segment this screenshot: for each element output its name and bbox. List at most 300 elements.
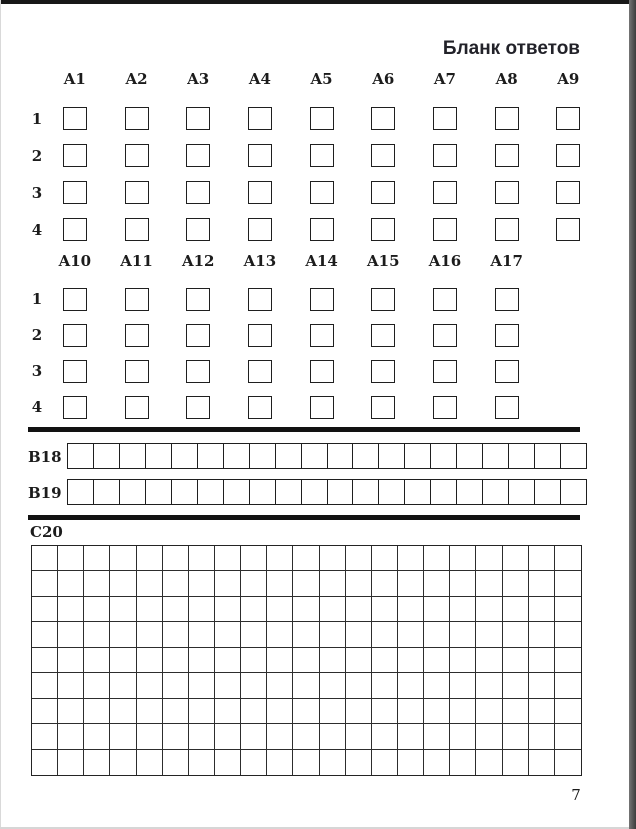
c20-cell[interactable] bbox=[215, 546, 241, 571]
c20-cell[interactable] bbox=[137, 673, 163, 698]
answer-checkbox-a8-1[interactable] bbox=[495, 107, 519, 130]
c20-cell[interactable] bbox=[84, 648, 110, 673]
answer-checkbox-a11-2[interactable] bbox=[125, 324, 149, 347]
c20-cell[interactable] bbox=[32, 750, 58, 775]
c20-cell[interactable] bbox=[110, 750, 136, 775]
c20-cell[interactable] bbox=[241, 546, 267, 571]
answer-checkbox-a2-4[interactable] bbox=[125, 218, 149, 241]
c20-cell[interactable] bbox=[346, 673, 372, 698]
c20-cell[interactable] bbox=[450, 571, 476, 596]
c20-cell[interactable] bbox=[267, 648, 293, 673]
c20-cell[interactable] bbox=[424, 673, 450, 698]
c20-cell[interactable] bbox=[372, 648, 398, 673]
answer-checkbox-a11-3[interactable] bbox=[125, 360, 149, 383]
c20-cell[interactable] bbox=[372, 546, 398, 571]
c20-cell[interactable] bbox=[346, 648, 372, 673]
c20-cell[interactable] bbox=[215, 648, 241, 673]
answer-checkbox-a15-2[interactable] bbox=[371, 324, 395, 347]
b18-cell[interactable] bbox=[561, 444, 586, 468]
answer-checkbox-a14-4[interactable] bbox=[310, 396, 334, 419]
c20-cell[interactable] bbox=[320, 724, 346, 749]
c20-cell[interactable] bbox=[398, 622, 424, 647]
c20-cell[interactable] bbox=[267, 673, 293, 698]
b19-cell[interactable] bbox=[172, 480, 198, 504]
answer-checkbox-a7-3[interactable] bbox=[433, 181, 457, 204]
c20-cell[interactable] bbox=[424, 648, 450, 673]
answer-checkbox-a13-3[interactable] bbox=[248, 360, 272, 383]
c20-cell[interactable] bbox=[58, 571, 84, 596]
b18-cell[interactable] bbox=[94, 444, 120, 468]
c20-cell[interactable] bbox=[189, 724, 215, 749]
answer-checkbox-a5-2[interactable] bbox=[310, 144, 334, 167]
c20-cell[interactable] bbox=[529, 673, 555, 698]
answer-checkbox-a17-4[interactable] bbox=[495, 396, 519, 419]
answer-checkbox-a11-1[interactable] bbox=[125, 288, 149, 311]
c20-cell[interactable] bbox=[137, 546, 163, 571]
c20-cell[interactable] bbox=[346, 622, 372, 647]
c20-cell[interactable] bbox=[110, 648, 136, 673]
b18-cell[interactable] bbox=[302, 444, 328, 468]
c20-cell[interactable] bbox=[293, 673, 319, 698]
c20-cell[interactable] bbox=[372, 673, 398, 698]
answer-checkbox-a14-2[interactable] bbox=[310, 324, 334, 347]
b19-cell[interactable] bbox=[198, 480, 224, 504]
c20-cell[interactable] bbox=[163, 546, 189, 571]
c20-cell[interactable] bbox=[320, 571, 346, 596]
b19-cell[interactable] bbox=[405, 480, 431, 504]
answer-checkbox-a12-2[interactable] bbox=[186, 324, 210, 347]
c20-cell[interactable] bbox=[450, 546, 476, 571]
b19-cell[interactable] bbox=[94, 480, 120, 504]
b19-cell[interactable] bbox=[483, 480, 509, 504]
c20-cell[interactable] bbox=[137, 750, 163, 775]
c20-cell[interactable] bbox=[32, 546, 58, 571]
b18-cell[interactable] bbox=[353, 444, 379, 468]
answer-checkbox-a1-3[interactable] bbox=[63, 181, 87, 204]
c20-cell[interactable] bbox=[372, 597, 398, 622]
c20-cell[interactable] bbox=[372, 724, 398, 749]
b19-cell[interactable] bbox=[250, 480, 276, 504]
c20-cell[interactable] bbox=[450, 597, 476, 622]
c20-cell[interactable] bbox=[503, 546, 529, 571]
c20-cell[interactable] bbox=[398, 724, 424, 749]
c20-cell[interactable] bbox=[346, 546, 372, 571]
answer-checkbox-a14-3[interactable] bbox=[310, 360, 334, 383]
answer-checkbox-a1-1[interactable] bbox=[63, 107, 87, 130]
answer-checkbox-a9-1[interactable] bbox=[556, 107, 580, 130]
c20-cell[interactable] bbox=[424, 622, 450, 647]
b19-cell[interactable] bbox=[224, 480, 250, 504]
b18-cell[interactable] bbox=[535, 444, 561, 468]
c20-cell[interactable] bbox=[215, 597, 241, 622]
c20-cell[interactable] bbox=[189, 597, 215, 622]
c20-cell[interactable] bbox=[32, 648, 58, 673]
b19-cell[interactable] bbox=[328, 480, 354, 504]
c20-cell[interactable] bbox=[293, 699, 319, 724]
c20-cell[interactable] bbox=[110, 673, 136, 698]
checkbox-cell bbox=[291, 107, 353, 144]
c20-cell[interactable] bbox=[503, 597, 529, 622]
answer-checkbox-a14-1[interactable] bbox=[310, 288, 334, 311]
c20-cell[interactable] bbox=[555, 622, 581, 647]
c20-cell[interactable] bbox=[293, 622, 319, 647]
c20-cell[interactable] bbox=[346, 571, 372, 596]
c20-cell[interactable] bbox=[529, 571, 555, 596]
c20-cell[interactable] bbox=[555, 724, 581, 749]
answer-checkbox-a1-4[interactable] bbox=[63, 218, 87, 241]
c20-cell[interactable] bbox=[450, 673, 476, 698]
c20-cell[interactable] bbox=[476, 699, 502, 724]
b19-cell[interactable] bbox=[561, 480, 586, 504]
answer-checkbox-a15-3[interactable] bbox=[371, 360, 395, 383]
b19-cell[interactable] bbox=[457, 480, 483, 504]
c20-cell[interactable] bbox=[503, 622, 529, 647]
c20-cell[interactable] bbox=[84, 622, 110, 647]
b18-cell[interactable] bbox=[198, 444, 224, 468]
c20-cell[interactable] bbox=[320, 597, 346, 622]
answer-checkbox-a11-4[interactable] bbox=[125, 396, 149, 419]
c20-cell[interactable] bbox=[215, 571, 241, 596]
b18-cell[interactable] bbox=[379, 444, 405, 468]
c20-cell[interactable] bbox=[529, 648, 555, 673]
c20-cell[interactable] bbox=[476, 673, 502, 698]
answer-checkbox-a6-2[interactable] bbox=[371, 144, 395, 167]
c20-cell[interactable] bbox=[503, 571, 529, 596]
c20-cell[interactable] bbox=[163, 571, 189, 596]
answer-checkbox-a13-1[interactable] bbox=[248, 288, 272, 311]
c20-cell[interactable] bbox=[32, 673, 58, 698]
c20-cell[interactable] bbox=[555, 571, 581, 596]
c20-cell[interactable] bbox=[476, 750, 502, 775]
c20-cell[interactable] bbox=[555, 597, 581, 622]
b19-cell[interactable] bbox=[353, 480, 379, 504]
c20-cell[interactable] bbox=[267, 699, 293, 724]
c20-cell[interactable] bbox=[163, 648, 189, 673]
c20-cell[interactable] bbox=[424, 597, 450, 622]
c20-cell[interactable] bbox=[32, 597, 58, 622]
answer-checkbox-a3-1[interactable] bbox=[186, 107, 210, 130]
c20-cell[interactable] bbox=[555, 750, 581, 775]
c20-cell[interactable] bbox=[189, 673, 215, 698]
c20-cell[interactable] bbox=[293, 648, 319, 673]
b19-cell[interactable] bbox=[535, 480, 561, 504]
c20-cell[interactable] bbox=[58, 699, 84, 724]
c20-cell[interactable] bbox=[346, 699, 372, 724]
c20-cell[interactable] bbox=[189, 622, 215, 647]
c20-cell[interactable] bbox=[215, 724, 241, 749]
c20-cell[interactable] bbox=[398, 546, 424, 571]
c20-cell[interactable] bbox=[189, 571, 215, 596]
c20-cell[interactable] bbox=[267, 571, 293, 596]
c20-cell[interactable] bbox=[84, 597, 110, 622]
c20-cell[interactable] bbox=[398, 648, 424, 673]
answer-checkbox-a9-2[interactable] bbox=[556, 144, 580, 167]
c20-cell[interactable] bbox=[137, 622, 163, 647]
b18-cell[interactable] bbox=[483, 444, 509, 468]
c20-cell[interactable] bbox=[293, 571, 319, 596]
c20-cell[interactable] bbox=[267, 724, 293, 749]
c20-cell[interactable] bbox=[372, 571, 398, 596]
answer-checkbox-a4-2[interactable] bbox=[248, 144, 272, 167]
answer-checkbox-a7-1[interactable] bbox=[433, 107, 457, 130]
c20-cell[interactable] bbox=[450, 622, 476, 647]
c20-cell[interactable] bbox=[58, 673, 84, 698]
c20-cell[interactable] bbox=[58, 724, 84, 749]
c20-cell[interactable] bbox=[58, 648, 84, 673]
answer-checkbox-a15-1[interactable] bbox=[371, 288, 395, 311]
c20-cell[interactable] bbox=[372, 699, 398, 724]
c20-cell[interactable] bbox=[110, 571, 136, 596]
c20-cell[interactable] bbox=[320, 699, 346, 724]
b18-cell[interactable] bbox=[120, 444, 146, 468]
answer-checkbox-a7-2[interactable] bbox=[433, 144, 457, 167]
c20-cell[interactable] bbox=[424, 699, 450, 724]
b19-cell[interactable] bbox=[120, 480, 146, 504]
b18-cell[interactable] bbox=[68, 444, 94, 468]
answer-checkbox-a3-4[interactable] bbox=[186, 218, 210, 241]
b18-cell[interactable] bbox=[328, 444, 354, 468]
c20-cell[interactable] bbox=[241, 597, 267, 622]
answer-checkbox-a6-1[interactable] bbox=[371, 107, 395, 130]
c20-cell[interactable] bbox=[32, 622, 58, 647]
c20-cell[interactable] bbox=[163, 699, 189, 724]
b18-cell[interactable] bbox=[224, 444, 250, 468]
c20-cell[interactable] bbox=[555, 699, 581, 724]
answer-checkbox-a5-3[interactable] bbox=[310, 181, 334, 204]
answer-checkbox-a2-2[interactable] bbox=[125, 144, 149, 167]
answer-checkbox-a4-4[interactable] bbox=[248, 218, 272, 241]
c20-cell[interactable] bbox=[267, 750, 293, 775]
answer-checkbox-a10-3[interactable] bbox=[63, 360, 87, 383]
c20-cell[interactable] bbox=[110, 724, 136, 749]
answer-checkbox-a4-1[interactable] bbox=[248, 107, 272, 130]
c20-cell[interactable] bbox=[215, 673, 241, 698]
c20-cell[interactable] bbox=[398, 750, 424, 775]
c20-cell[interactable] bbox=[424, 571, 450, 596]
b18-cell[interactable] bbox=[509, 444, 535, 468]
c20-cell[interactable] bbox=[529, 724, 555, 749]
answer-checkbox-a12-3[interactable] bbox=[186, 360, 210, 383]
c20-cell[interactable] bbox=[503, 673, 529, 698]
c20-cell[interactable] bbox=[293, 597, 319, 622]
c20-cell[interactable] bbox=[163, 750, 189, 775]
c20-cell[interactable] bbox=[241, 571, 267, 596]
c20-cell[interactable] bbox=[293, 546, 319, 571]
answer-checkbox-a8-2[interactable] bbox=[495, 144, 519, 167]
answer-checkbox-a13-2[interactable] bbox=[248, 324, 272, 347]
c20-cell[interactable] bbox=[424, 724, 450, 749]
answer-checkbox-a10-1[interactable] bbox=[63, 288, 87, 311]
c20-cell[interactable] bbox=[32, 724, 58, 749]
answer-checkbox-a17-3[interactable] bbox=[495, 360, 519, 383]
b19-cell[interactable] bbox=[68, 480, 94, 504]
c20-cell[interactable] bbox=[529, 622, 555, 647]
answer-checkbox-a10-2[interactable] bbox=[63, 324, 87, 347]
b19-cell[interactable] bbox=[431, 480, 457, 504]
c20-cell[interactable] bbox=[476, 622, 502, 647]
c20-cell[interactable] bbox=[293, 750, 319, 775]
c20-cell[interactable] bbox=[450, 750, 476, 775]
c20-cell[interactable] bbox=[241, 673, 267, 698]
c20-cell[interactable] bbox=[267, 597, 293, 622]
c20-cell[interactable] bbox=[58, 750, 84, 775]
answer-checkbox-a8-3[interactable] bbox=[495, 181, 519, 204]
c20-cell[interactable] bbox=[58, 622, 84, 647]
answer-checkbox-a15-4[interactable] bbox=[371, 396, 395, 419]
answer-checkbox-a16-2[interactable] bbox=[433, 324, 457, 347]
answer-checkbox-a12-4[interactable] bbox=[186, 396, 210, 419]
c20-cell[interactable] bbox=[476, 648, 502, 673]
answer-checkbox-a6-4[interactable] bbox=[371, 218, 395, 241]
c20-cell[interactable] bbox=[241, 724, 267, 749]
answer-checkbox-a9-3[interactable] bbox=[556, 181, 580, 204]
b19-cell[interactable] bbox=[379, 480, 405, 504]
c20-cell[interactable] bbox=[320, 622, 346, 647]
c20-cell[interactable] bbox=[32, 699, 58, 724]
c20-cell[interactable] bbox=[137, 648, 163, 673]
c20-cell[interactable] bbox=[241, 699, 267, 724]
c20-cell[interactable] bbox=[163, 622, 189, 647]
answer-checkbox-a8-4[interactable] bbox=[495, 218, 519, 241]
answer-checkbox-a9-4[interactable] bbox=[556, 218, 580, 241]
b19-cell[interactable] bbox=[302, 480, 328, 504]
b18-cell[interactable] bbox=[172, 444, 198, 468]
c20-cell[interactable] bbox=[424, 750, 450, 775]
answer-checkbox-a1-2[interactable] bbox=[63, 144, 87, 167]
b19-cell[interactable] bbox=[276, 480, 302, 504]
c20-cell[interactable] bbox=[215, 622, 241, 647]
c20-cell[interactable] bbox=[320, 648, 346, 673]
answer-checkbox-a3-3[interactable] bbox=[186, 181, 210, 204]
answer-checkbox-a17-1[interactable] bbox=[495, 288, 519, 311]
c20-cell[interactable] bbox=[84, 699, 110, 724]
checkbox-cell bbox=[538, 107, 600, 144]
answer-checkbox-a16-4[interactable] bbox=[433, 396, 457, 419]
answer-checkbox-a2-1[interactable] bbox=[125, 107, 149, 130]
c20-cell[interactable] bbox=[476, 597, 502, 622]
b18-cell[interactable] bbox=[250, 444, 276, 468]
c20-cell[interactable] bbox=[476, 571, 502, 596]
c20-cell[interactable] bbox=[84, 571, 110, 596]
c20-cell[interactable] bbox=[110, 622, 136, 647]
c20-cell[interactable] bbox=[241, 750, 267, 775]
c20-cell[interactable] bbox=[163, 673, 189, 698]
c20-cell[interactable] bbox=[529, 699, 555, 724]
c20-cell[interactable] bbox=[267, 546, 293, 571]
answer-checkbox-a10-4[interactable] bbox=[63, 396, 87, 419]
c20-cell[interactable] bbox=[110, 597, 136, 622]
c20-cell[interactable] bbox=[398, 597, 424, 622]
answer-checkbox-a16-3[interactable] bbox=[433, 360, 457, 383]
answer-checkbox-a6-3[interactable] bbox=[371, 181, 395, 204]
c20-cell[interactable] bbox=[137, 571, 163, 596]
answer-checkbox-a17-2[interactable] bbox=[495, 324, 519, 347]
b18-cell[interactable] bbox=[276, 444, 302, 468]
c20-cell[interactable] bbox=[476, 724, 502, 749]
c20-cell[interactable] bbox=[137, 597, 163, 622]
c20-cell[interactable] bbox=[503, 648, 529, 673]
c20-cell[interactable] bbox=[241, 622, 267, 647]
c20-cell[interactable] bbox=[346, 597, 372, 622]
c20-cell[interactable] bbox=[398, 571, 424, 596]
c20-cell[interactable] bbox=[529, 546, 555, 571]
c20-cell[interactable] bbox=[137, 699, 163, 724]
c20-cell[interactable] bbox=[163, 597, 189, 622]
c20-cell[interactable] bbox=[110, 699, 136, 724]
c20-cell[interactable] bbox=[320, 750, 346, 775]
b18-cell[interactable] bbox=[146, 444, 172, 468]
c20-cell[interactable] bbox=[84, 673, 110, 698]
c20-cell[interactable] bbox=[137, 724, 163, 749]
c20-cell[interactable] bbox=[58, 546, 84, 571]
c20-cell[interactable] bbox=[84, 750, 110, 775]
c20-cell[interactable] bbox=[503, 724, 529, 749]
c20-cell[interactable] bbox=[32, 571, 58, 596]
c20-cell[interactable] bbox=[215, 750, 241, 775]
b18-cell[interactable] bbox=[405, 444, 431, 468]
b19-cell[interactable] bbox=[146, 480, 172, 504]
c20-cell[interactable] bbox=[450, 648, 476, 673]
c20-cell[interactable] bbox=[189, 648, 215, 673]
c20-cell[interactable] bbox=[189, 750, 215, 775]
c20-cell[interactable] bbox=[476, 546, 502, 571]
c20-cell[interactable] bbox=[398, 673, 424, 698]
c20-cell[interactable] bbox=[320, 673, 346, 698]
answer-checkbox-a12-1[interactable] bbox=[186, 288, 210, 311]
c20-cell[interactable] bbox=[555, 673, 581, 698]
answer-checkbox-a4-3[interactable] bbox=[248, 181, 272, 204]
c20-cell[interactable] bbox=[346, 724, 372, 749]
c20-cell[interactable] bbox=[215, 699, 241, 724]
b18-cell[interactable] bbox=[431, 444, 457, 468]
c20-cell[interactable] bbox=[529, 597, 555, 622]
c20-cell[interactable] bbox=[320, 546, 346, 571]
b18-cell[interactable] bbox=[457, 444, 483, 468]
c20-cell[interactable] bbox=[293, 724, 319, 749]
answer-checkbox-a5-1[interactable] bbox=[310, 107, 334, 130]
c20-cell[interactable] bbox=[503, 699, 529, 724]
c20-cell[interactable] bbox=[398, 699, 424, 724]
answer-checkbox-a16-1[interactable] bbox=[433, 288, 457, 311]
b19-cell[interactable] bbox=[509, 480, 535, 504]
column-header-a1: A1 bbox=[63, 70, 86, 88]
c20-cell[interactable] bbox=[241, 648, 267, 673]
c20-cell[interactable] bbox=[529, 750, 555, 775]
c20-cell[interactable] bbox=[450, 699, 476, 724]
c20-cell[interactable] bbox=[267, 622, 293, 647]
c20-cell[interactable] bbox=[84, 546, 110, 571]
c20-cell[interactable] bbox=[555, 546, 581, 571]
answer-checkbox-a7-4[interactable] bbox=[433, 218, 457, 241]
c20-cell[interactable] bbox=[84, 724, 110, 749]
c20-cell[interactable] bbox=[58, 597, 84, 622]
answer-checkbox-a2-3[interactable] bbox=[125, 181, 149, 204]
c20-cell[interactable] bbox=[189, 546, 215, 571]
answer-checkbox-a5-4[interactable] bbox=[310, 218, 334, 241]
c20-cell[interactable] bbox=[346, 750, 372, 775]
c20-cell[interactable] bbox=[450, 724, 476, 749]
c20-cell[interactable] bbox=[372, 750, 398, 775]
c20-cell[interactable] bbox=[110, 546, 136, 571]
answer-checkbox-a3-2[interactable] bbox=[186, 144, 210, 167]
c20-cell[interactable] bbox=[163, 724, 189, 749]
answer-checkbox-a13-4[interactable] bbox=[248, 396, 272, 419]
c20-cell[interactable] bbox=[555, 648, 581, 673]
c20-cell[interactable] bbox=[372, 622, 398, 647]
c20-cell[interactable] bbox=[503, 750, 529, 775]
c20-cell[interactable] bbox=[189, 699, 215, 724]
c20-cell[interactable] bbox=[424, 546, 450, 571]
